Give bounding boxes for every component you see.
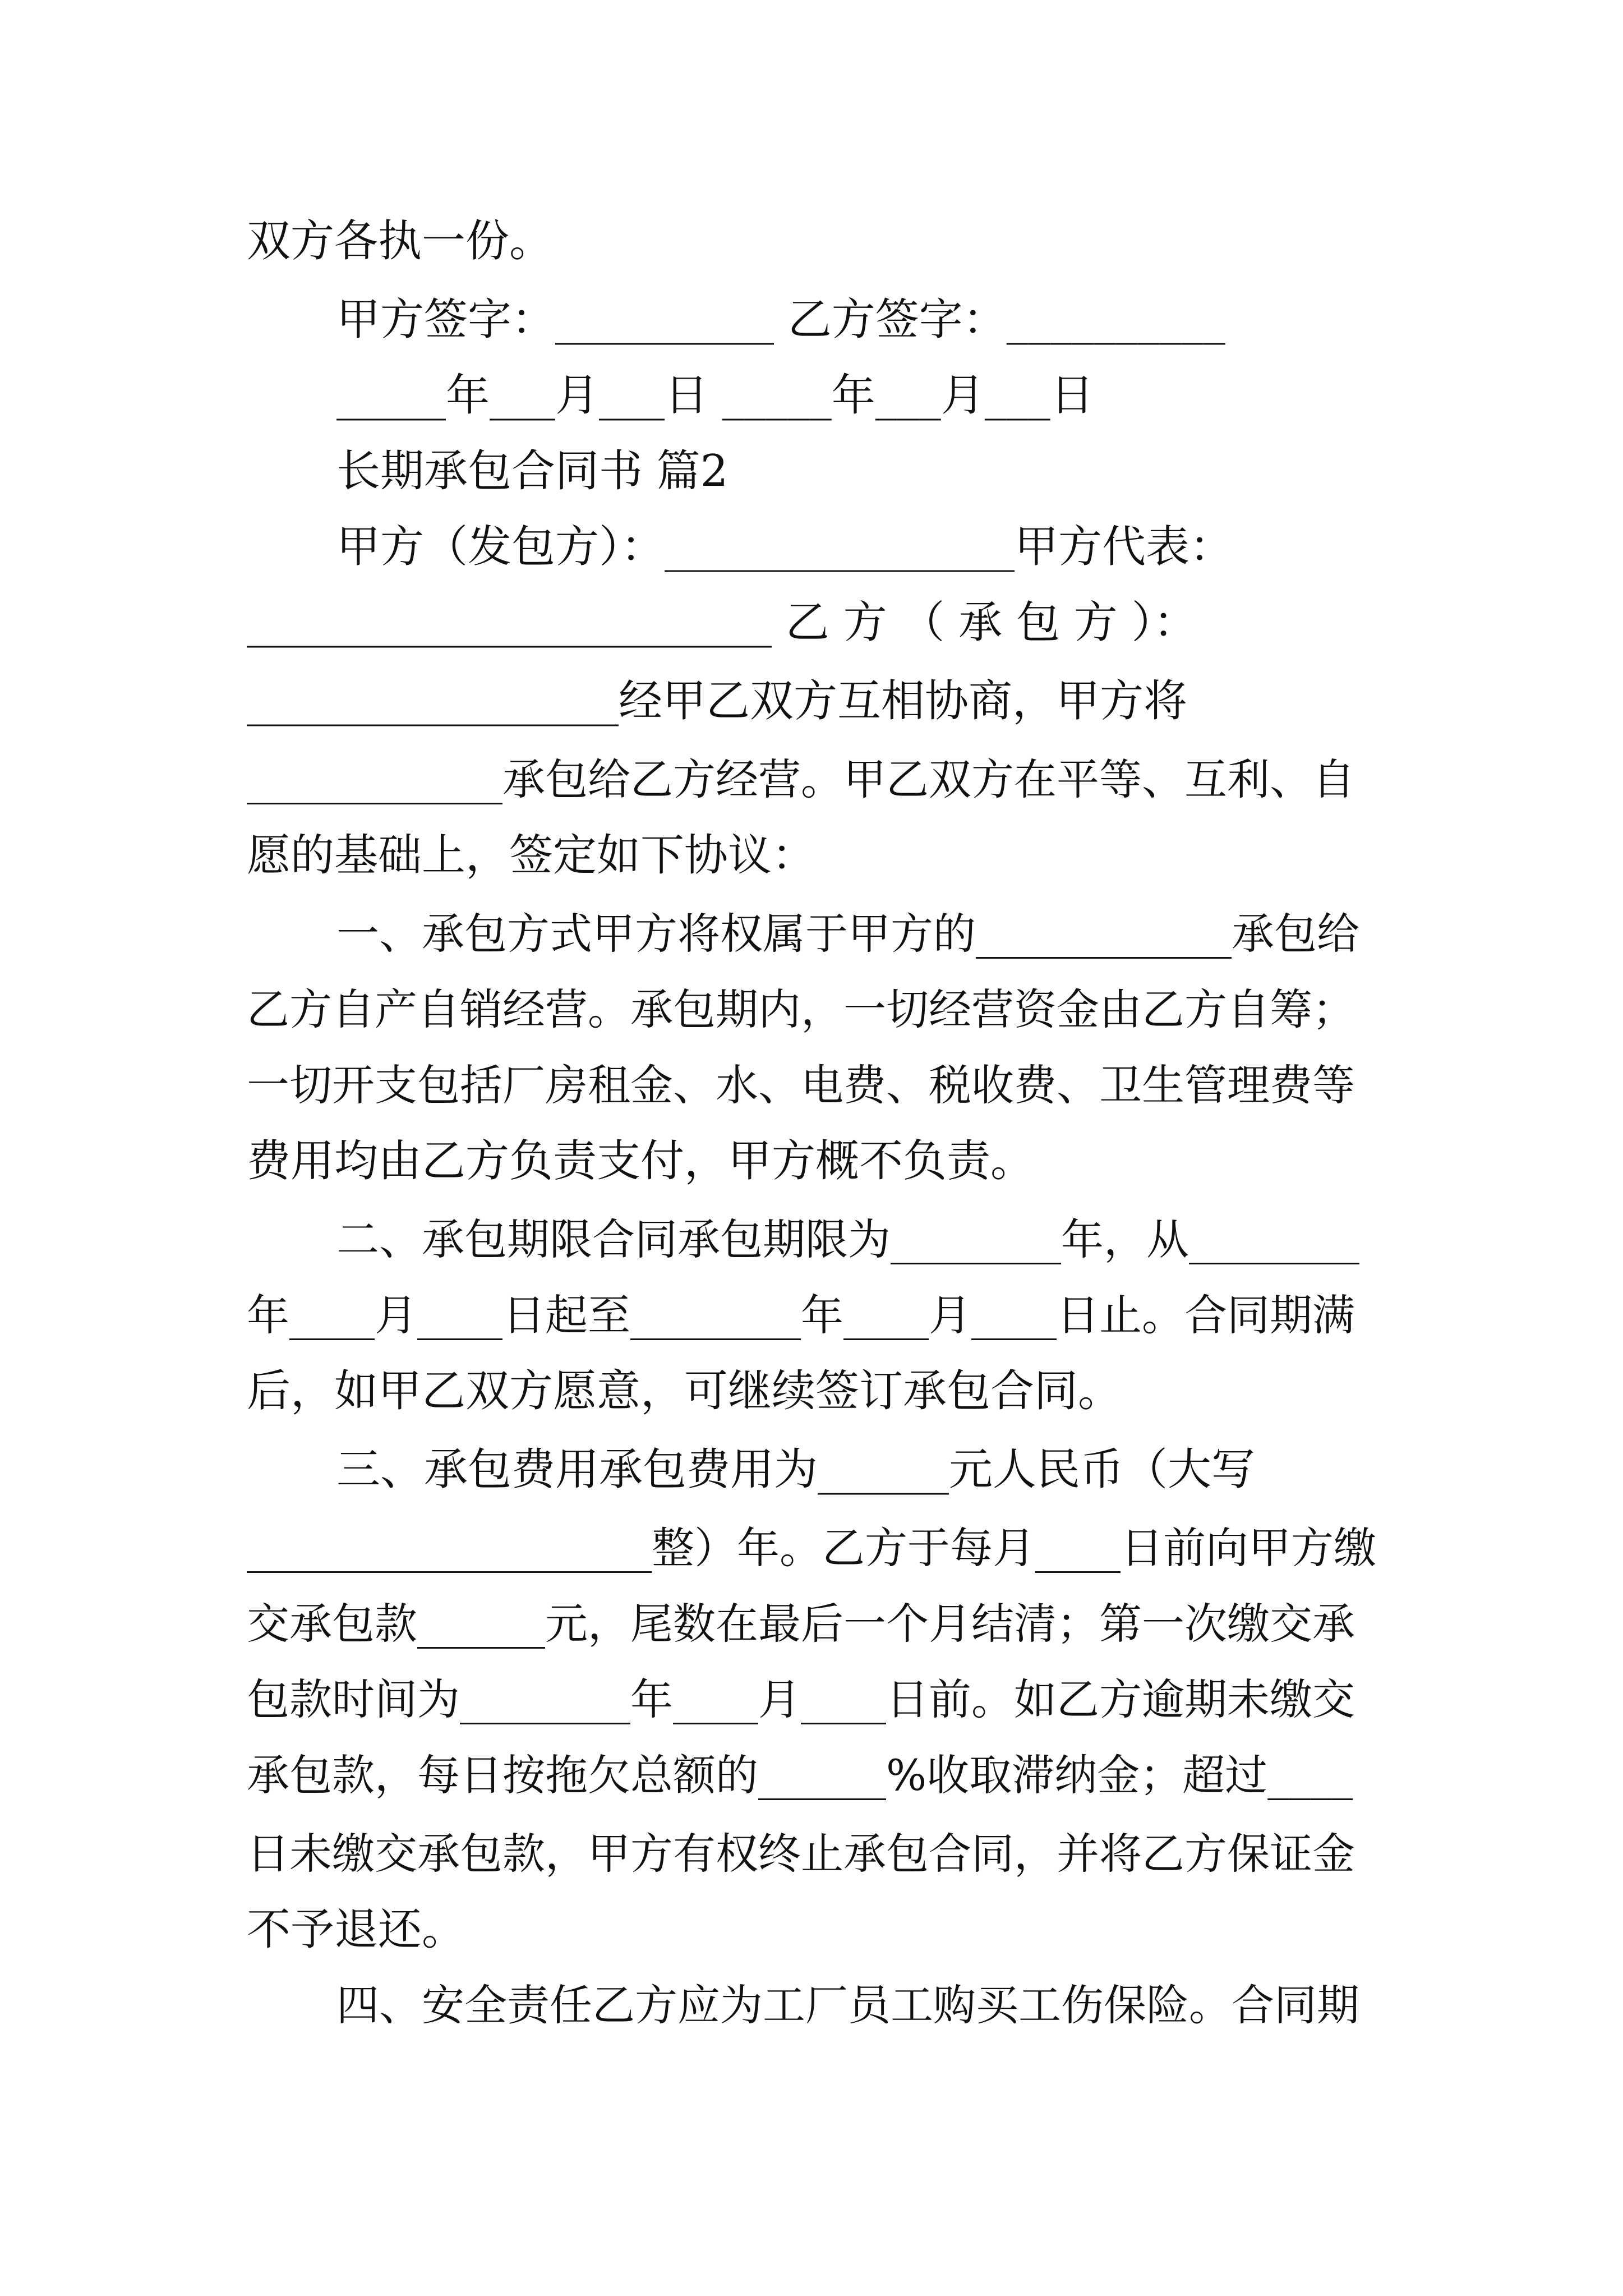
text-line: 日未缴交承包款，甲方有权终止承包合同，并将乙方保证金 — [247, 1829, 1355, 1879]
text-line: 交承包款______元，尾数在最后一个月结清；第一次缴交承 — [247, 1599, 1355, 1649]
clause-line: 三、承包费用承包费用为______元人民币（大写 — [336, 1444, 1256, 1495]
signature-line: 甲方签字：__________ 乙方签字：__________ — [336, 295, 1225, 345]
date-line: _____年___月___日 _____年___月___日 — [336, 370, 1094, 421]
text-line: 甲方（发包方）：________________甲方代表： — [336, 522, 1234, 572]
text-line: ____________承包给乙方经营。甲乙双方在平等、互利、自 — [247, 754, 1355, 804]
text-line: 费用均由乙方负责支付，甲方概不负责。 — [247, 1136, 1035, 1186]
clause-line: 一、承包方式甲方将权属于甲方的____________承包给 — [336, 909, 1359, 959]
text-line: ________________________ 乙 方 （ 承 包 方 ）： — [247, 597, 1197, 648]
text-line: 乙方自产自销经营。承包期内，一切经营资金由乙方自筹； — [247, 984, 1355, 1034]
text-line: 双方各执一份。 — [247, 216, 554, 266]
text-line: 后，如甲乙双方愿意，可继续签订承包合同。 — [247, 1366, 1122, 1416]
clause-line: 四、安全责任乙方应为工厂员工购买工伤保险。合同期 — [336, 1980, 1359, 2030]
text-line: 一切开支包括厂房租金、水、电费、税收费、卫生管理费等 — [247, 1060, 1355, 1110]
section-heading: 长期承包合同书 篇2 — [336, 446, 728, 496]
text-line: ___________________整）年。乙方于每月____日前向甲方缴 — [247, 1523, 1376, 1573]
text-line: _________________经甲乙双方互相协商，甲方将 — [247, 676, 1188, 726]
text-line: 承包款，每日按拖欠总额的______%收取滞纳金；超过____ — [247, 1750, 1353, 1800]
text-line: 愿的基础上，签定如下协议： — [247, 830, 816, 881]
clause-line: 二、承包期限合同承包期限为________年，从________ — [336, 1214, 1359, 1264]
text-line: 年____月____日起至________年____月____日止。合同期满 — [247, 1290, 1355, 1340]
text-line: 包款时间为________年____月____日前。如乙方逾期未缴交 — [247, 1674, 1355, 1724]
text-line: 不予退还。 — [247, 1904, 466, 1955]
